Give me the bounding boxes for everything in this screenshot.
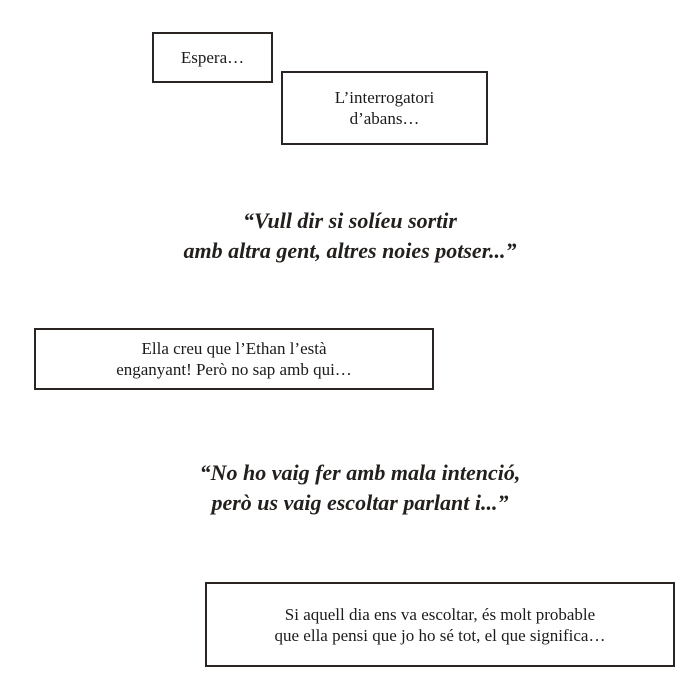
caption-line: L’interrogatori — [334, 88, 435, 107]
dialogue-quote-intencio — [150, 458, 570, 518]
caption-line: Ella creu que l’Ethan l’està — [141, 339, 327, 358]
quote-line: amb altra gent, altres noies potser...” — [183, 238, 517, 263]
caption-box-espera — [152, 32, 273, 83]
caption-line: Si aquell dia ens va escoltar, és molt probable — [284, 604, 596, 624]
dialogue-quote-sortir — [140, 206, 560, 266]
caption-line: que ella pensi que jo ho sé tot, el que significa… — [274, 625, 606, 645]
caption-line: Espera… — [180, 48, 245, 67]
caption-line: d’abans… — [349, 109, 420, 128]
caption-box-interrogatori — [281, 71, 488, 145]
caption-box-enganyant — [34, 328, 434, 390]
caption-box-escoltar — [205, 582, 675, 667]
quote-line: “Vull dir si solíeu sortir — [243, 208, 457, 233]
quote-line: “No ho vaig fer amb mala intenció, — [199, 460, 521, 485]
caption-line: enganyant! Però no sap amb qui… — [116, 360, 352, 379]
quote-line: però us vaig escoltar parlant i...” — [211, 490, 509, 515]
